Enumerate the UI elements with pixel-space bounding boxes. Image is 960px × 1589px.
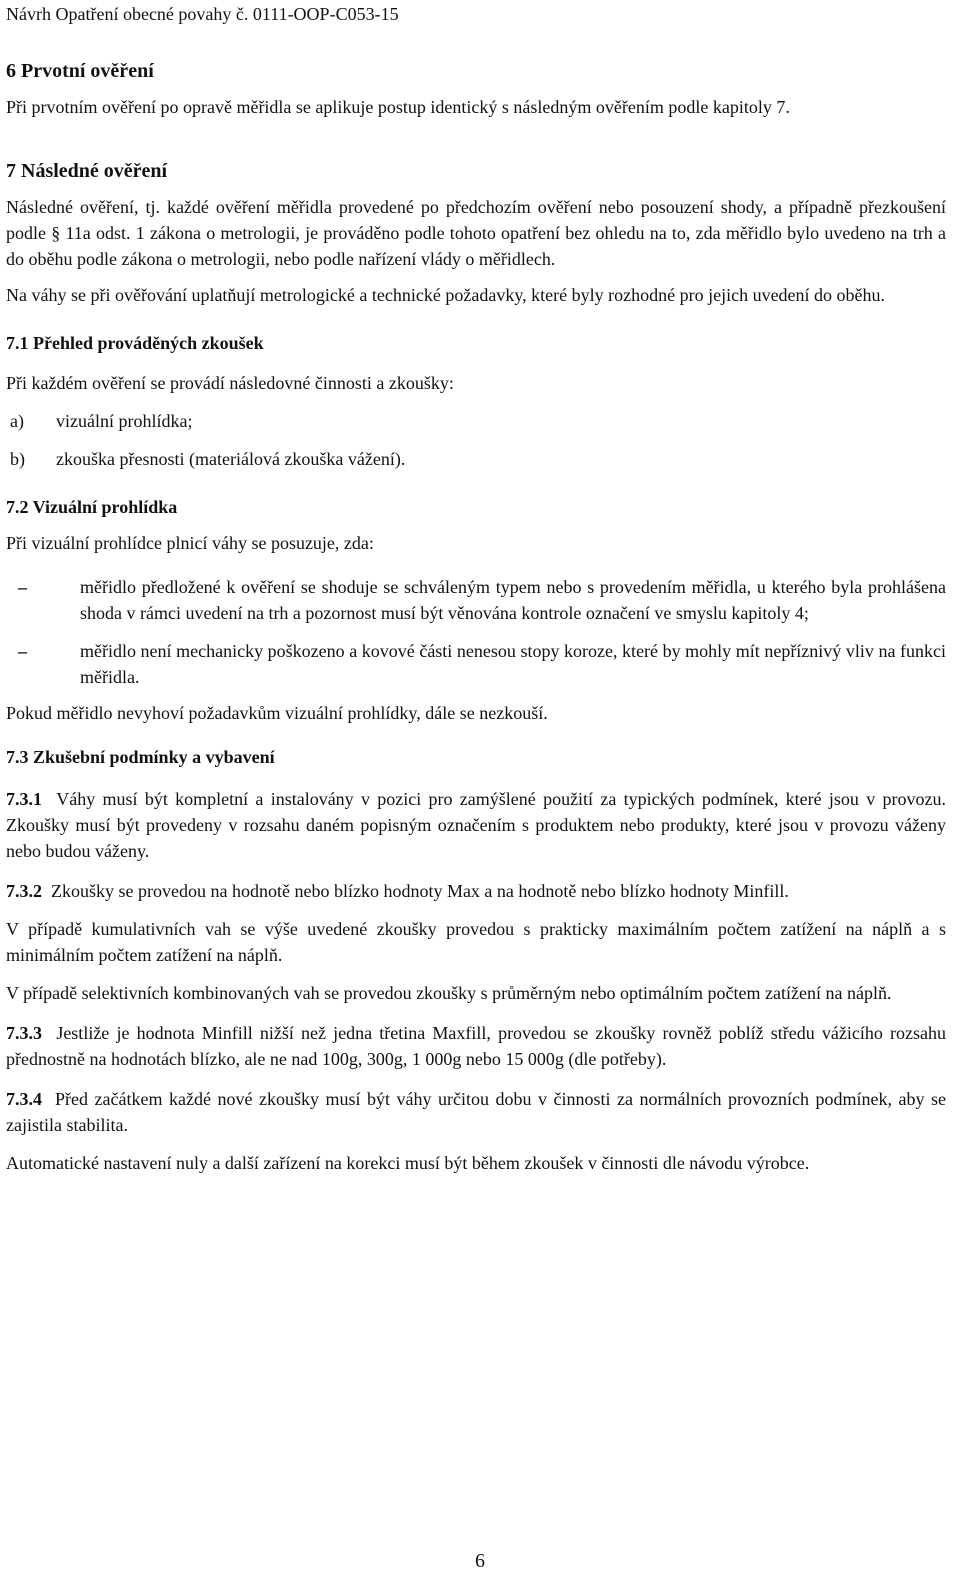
paragraph-7-3-4 xyxy=(6,1086,946,1138)
section-7-heading: 7 Následné ověření xyxy=(6,160,168,182)
paragraph-number: 7.3.3 xyxy=(6,1023,42,1043)
paragraph-7-3-2-selective: V případě selektivních kombinovaných vah se provedou zkoušky s průměrným nebo optimálním počtem zatížení na náplň. xyxy=(6,983,892,1003)
paragraph-number: 7.3.1 xyxy=(6,789,42,809)
paragraph-7-3-1 xyxy=(6,786,946,864)
dash-list-text: měřidlo není mechanicky poškozeno a kovové části nenesou stopy koroze, které by mohly mít nepříznivý vliv na funkci měřidla. xyxy=(80,641,946,687)
section-7-1-intro: Při každém ověření se provádí následovné činnosti a zkoušky: xyxy=(6,373,454,393)
section-7-2-intro: Při vizuální prohlídce plnicí váhy se posuzuje, zda: xyxy=(6,533,374,553)
dash-list-item xyxy=(6,638,946,690)
dash-list-item xyxy=(6,574,946,626)
section-7-2-outro: Pokud měřidlo nevyhoví požadavkům vizuální prohlídky, dále se nezkouší. xyxy=(6,703,548,723)
section-7-2-heading: 7.2 Vizuální prohlídka xyxy=(6,497,178,517)
list-item xyxy=(6,408,946,434)
section-7-paragraph-1: Následné ověření, tj. každé ověření měřidla provedené po předchozím ověření nebo posouzení shody, a případně přezkoušení podle § 11a odst. 1 zákona o metrologii, je prováděno podle tohoto opatření bez ohledu na to, zda měřidlo bylo uvedeno na trh a do oběhu podle zákona o metrologii, nebo podle nařízení vlády o měřidlech. xyxy=(6,197,946,269)
paragraph-number: 7.3.4 xyxy=(6,1089,42,1109)
paragraph-text: Váhy musí být kompletní a instalovány v pozici pro zamýšlené použití za typických podmínek, které jsou v provozu. Zkoušky musí být provedeny v rozsahu daném popisným označením s produktem nebo produkty, které jsou v provozu váženy nebo budou váženy. xyxy=(6,789,946,861)
paragraph-text: Před začátkem každé nové zkoušky musí být váhy určitou dobu v činnosti za normálních provozních podmínek, aby se zajistila stabilita. xyxy=(6,1089,947,1135)
page-header: Návrh Opatření obecné povahy č. 0111-OOP-C053-15 xyxy=(6,4,399,24)
section-7-paragraph-2: Na váhy se při ověřování uplatňují metrologické a technické požadavky, které byly rozhodné pro jejich uvedení do oběhu. xyxy=(6,285,886,305)
section-7-1-heading: 7.1 Přehled prováděných zkoušek xyxy=(6,333,264,353)
dash-list-text: měřidlo předložené k ověření se shoduje se schváleným typem nebo s provedením měřidla, u kterého byla prohlášena shoda v rámci uvedení na trh a pozornost musí být věnována kontrole označení ve smyslu kapitoly 4; xyxy=(80,577,946,623)
paragraph-text: Zkoušky se provedou na hodnotě nebo blízko hodnoty Max a na hodnotě nebo blízko hodnoty Minfill. xyxy=(51,881,789,901)
section-6-heading: 6 Prvotní ověření xyxy=(6,60,154,82)
list-item xyxy=(6,446,946,472)
dash-marker: – xyxy=(18,641,27,661)
list-item-text: zkouška přesnosti (materiálová zkouška vážení). xyxy=(56,449,406,469)
paragraph-text: Jestliže je hodnota Minfill nižší než jedna třetina Maxfill, provedou se zkoušky rovněž poblíž středu vážicího rozsahu přednostně na hodnotách blízko, ale ne nad 100g, 300g, 1 000g nebo 15 000g (dle potřeby). xyxy=(6,1023,946,1069)
paragraph-7-3-2-cumulative: V případě kumulativních vah se výše uvedené zkoušky provedou s prakticky maximálním počtem zatížení na náplň a s minimálním počtem zatížení na náplň. xyxy=(6,919,946,965)
list-item-label: a) xyxy=(10,411,24,431)
section-6-paragraph: Při prvotním ověření po opravě měřidla se aplikuje postup identický s následným ověřením podle kapitoly 7. xyxy=(6,97,790,117)
section-7-3-heading: 7.3 Zkušební podmínky a vybavení xyxy=(6,747,275,767)
list-item-label: b) xyxy=(10,449,25,469)
paragraph-number: 7.3.2 xyxy=(6,881,42,901)
paragraph-7-3-3 xyxy=(6,1020,946,1072)
paragraph-7-3-2 xyxy=(6,878,946,904)
page-number: 6 xyxy=(475,1550,485,1572)
document-page xyxy=(6,0,946,1176)
paragraph-7-3-4-auto-zero: Automatické nastavení nuly a další zařízení na korekci musí být během zkoušek v činnosti dle návodu výrobce. xyxy=(6,1153,810,1173)
dash-marker: – xyxy=(18,577,27,597)
list-item-text: vizuální prohlídka; xyxy=(56,411,193,431)
